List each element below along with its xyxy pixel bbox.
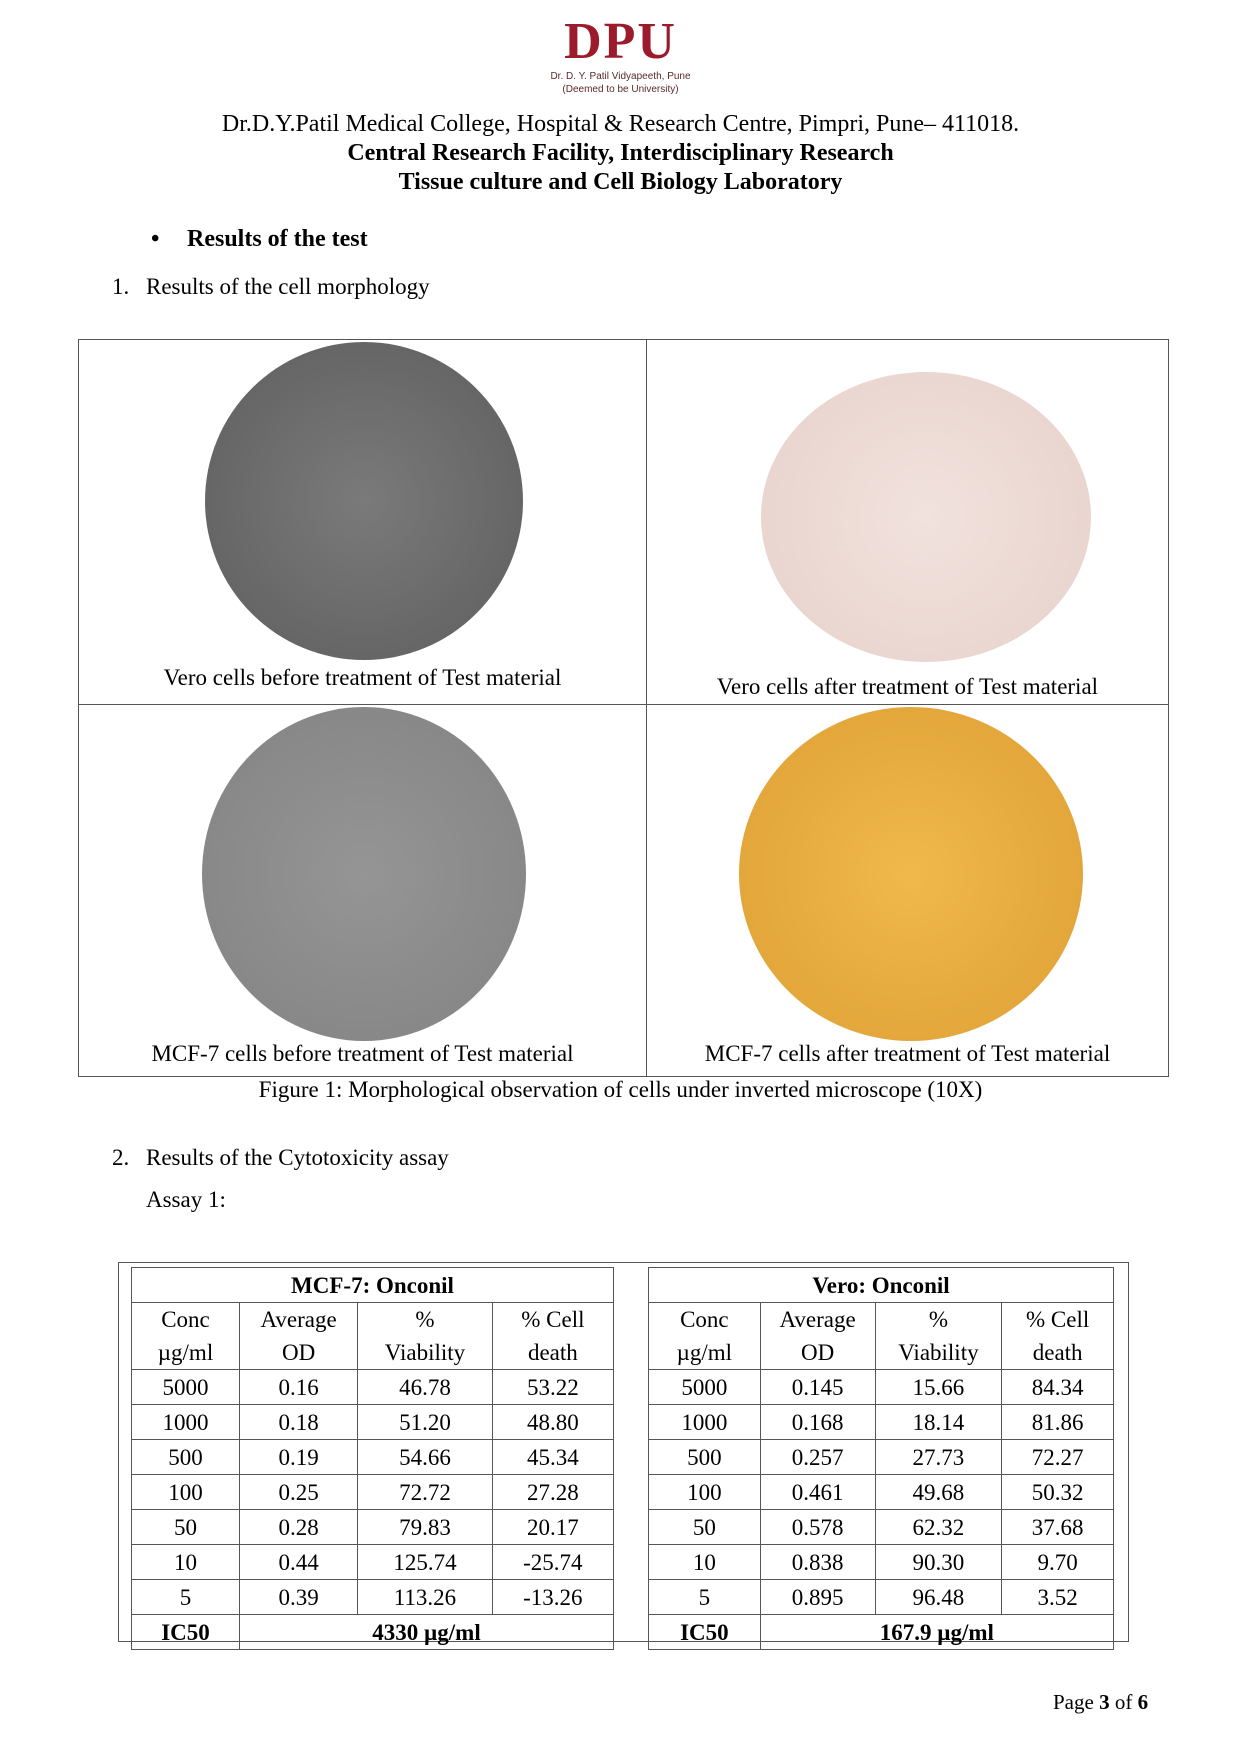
- section-title: Results of the Cytotoxicity assay: [146, 1145, 449, 1170]
- bullet-icon: •: [151, 226, 160, 252]
- vero-results-table: [648, 1267, 1114, 1650]
- table-cell: 27.28: [492, 1475, 613, 1510]
- table-title: MCF-7: Onconil: [132, 1268, 614, 1303]
- table-cell: 5: [649, 1580, 761, 1615]
- table-cell: 9.70: [1002, 1545, 1114, 1580]
- ic50-row: [649, 1615, 1114, 1650]
- table-cell: 5000: [132, 1370, 240, 1405]
- table-cell: 54.66: [358, 1440, 493, 1475]
- section-morphology-heading: [112, 274, 430, 300]
- section-title: Results of the cell morphology: [146, 274, 430, 299]
- mcf7-results-table: [131, 1267, 614, 1650]
- figure-cell-vero-before: [79, 340, 647, 705]
- column-header: Average OD: [760, 1303, 875, 1370]
- table-cell: 0.28: [240, 1510, 358, 1545]
- table-cell: 20.17: [492, 1510, 613, 1545]
- table-cell: 96.48: [875, 1580, 1002, 1615]
- table-cell: 5000: [649, 1370, 761, 1405]
- table-cell: 0.145: [760, 1370, 875, 1405]
- table-cell: 0.168: [760, 1405, 875, 1440]
- table-cell: 0.18: [240, 1405, 358, 1440]
- table-cell: 49.68: [875, 1475, 1002, 1510]
- table-cell: 50: [132, 1510, 240, 1545]
- table-row: [649, 1440, 1114, 1475]
- ic50-value: 4330 µg/ml: [240, 1615, 614, 1650]
- table-cell: 5: [132, 1580, 240, 1615]
- ic50-label: IC50: [649, 1615, 761, 1650]
- table-row: [649, 1580, 1114, 1615]
- table-cell: 50.32: [1002, 1475, 1114, 1510]
- table-cell: 0.39: [240, 1580, 358, 1615]
- table-row: [649, 1545, 1114, 1580]
- page-number: Page 3 of 6: [1053, 1690, 1149, 1714]
- section-number: 2.: [112, 1145, 130, 1170]
- table-cell: 45.34: [492, 1440, 613, 1475]
- table-row: [649, 1405, 1114, 1440]
- table-cell: 0.461: [760, 1475, 875, 1510]
- ic50-row: [132, 1615, 614, 1650]
- table-cell: 18.14: [875, 1405, 1002, 1440]
- column-header: % Viability: [875, 1303, 1002, 1370]
- table-cell: 62.32: [875, 1510, 1002, 1545]
- table-cell: 0.895: [760, 1580, 875, 1615]
- table-row: [132, 1370, 614, 1405]
- ic50-label: IC50: [132, 1615, 240, 1650]
- table-row: [649, 1370, 1114, 1405]
- table-cell: 500: [132, 1440, 240, 1475]
- table-cell: 90.30: [875, 1545, 1002, 1580]
- table-cell: 0.44: [240, 1545, 358, 1580]
- table-cell: 37.68: [1002, 1510, 1114, 1545]
- table-cell: 0.25: [240, 1475, 358, 1510]
- table-row: [132, 1510, 614, 1545]
- table-title: Vero: Onconil: [649, 1268, 1114, 1303]
- figure-caption: Figure 1: Morphological observation of cells under inverted microscope (10X): [258, 1077, 983, 1102]
- table-cell: 0.838: [760, 1545, 875, 1580]
- column-header: Conc µg/ml: [132, 1303, 240, 1370]
- table-cell: 10: [649, 1545, 761, 1580]
- table-cell: 84.34: [1002, 1370, 1114, 1405]
- cytotoxicity-results: [118, 1262, 1129, 1645]
- table-cell: 3.52: [1002, 1580, 1114, 1615]
- figure-cell-vero-after: [647, 340, 1169, 705]
- table-header-row: [649, 1303, 1114, 1370]
- table-cell: 113.26: [358, 1580, 493, 1615]
- logo-mark: DPU: [564, 13, 677, 70]
- table-cell: 1000: [649, 1405, 761, 1440]
- table-cell: 46.78: [358, 1370, 493, 1405]
- results-heading-text: Results of the test: [187, 226, 368, 252]
- results-heading: [151, 226, 368, 253]
- mcf7-before-micrograph: [202, 707, 526, 1041]
- figure-caption-cell: Vero cells before treatment of Test material: [163, 665, 562, 690]
- mcf7-after-micrograph: [739, 707, 1083, 1041]
- table-row: [649, 1475, 1114, 1510]
- figure-caption-cell: MCF-7 cells before treatment of Test material: [151, 1041, 574, 1066]
- table-cell: -25.74: [492, 1545, 613, 1580]
- ic50-value: 167.9 µg/ml: [760, 1615, 1113, 1650]
- laboratory-line: Tissue culture and Cell Biology Laboratory: [398, 169, 843, 195]
- morphology-figure-table: [78, 339, 1169, 1077]
- table-cell: 100: [649, 1475, 761, 1510]
- figure-caption-cell: Vero cells after treatment of Test material: [716, 674, 1099, 699]
- table-row: [132, 1405, 614, 1440]
- column-header: Average OD: [240, 1303, 358, 1370]
- university-logo: [0, 14, 1241, 96]
- vero-before-micrograph: [205, 342, 523, 660]
- logo-subtitle-2: (Deemed to be University): [562, 84, 679, 95]
- figure-cell-mcf7-before: [79, 705, 647, 1077]
- figure-caption-cell: MCF-7 cells after treatment of Test material: [704, 1041, 1111, 1066]
- table-cell: -13.26: [492, 1580, 613, 1615]
- table-cell: 79.83: [358, 1510, 493, 1545]
- table-row: [132, 1580, 614, 1615]
- vero-after-micrograph: [761, 372, 1091, 662]
- facility-line: Central Research Facility, Interdisciplinary Research: [347, 140, 894, 166]
- table-row: [132, 1545, 614, 1580]
- assay-label: Assay 1:: [146, 1187, 226, 1212]
- column-header: % Cell death: [1002, 1303, 1114, 1370]
- table-row: [649, 1510, 1114, 1545]
- table-cell: 51.20: [358, 1405, 493, 1440]
- table-cell: 81.86: [1002, 1405, 1114, 1440]
- table-cell: 0.19: [240, 1440, 358, 1475]
- table-cell: 53.22: [492, 1370, 613, 1405]
- table-cell: 50: [649, 1510, 761, 1545]
- table-cell: 0.16: [240, 1370, 358, 1405]
- table-cell: 100: [132, 1475, 240, 1510]
- table-cell: 15.66: [875, 1370, 1002, 1405]
- table-cell: 0.257: [760, 1440, 875, 1475]
- column-header: % Viability: [358, 1303, 493, 1370]
- table-cell: 1000: [132, 1405, 240, 1440]
- table-cell: 500: [649, 1440, 761, 1475]
- table-row: [132, 1440, 614, 1475]
- table-header-row: [132, 1303, 614, 1370]
- section-number: 1.: [112, 274, 130, 299]
- section-cytotoxicity-heading: [112, 1145, 449, 1171]
- column-header: Conc µg/ml: [649, 1303, 761, 1370]
- table-row: [132, 1475, 614, 1510]
- table-cell: 72.72: [358, 1475, 493, 1510]
- figure-cell-mcf7-after: [647, 705, 1169, 1077]
- table-cell: 72.27: [1002, 1440, 1114, 1475]
- column-header: % Cell death: [492, 1303, 613, 1370]
- table-cell: 10: [132, 1545, 240, 1580]
- logo-subtitle: Dr. D. Y. Patil Vidyapeeth, Pune: [550, 71, 691, 82]
- table-cell: 48.80: [492, 1405, 613, 1440]
- table-cell: 27.73: [875, 1440, 1002, 1475]
- institution-line: Dr.D.Y.Patil Medical College, Hospital & Research Centre, Pimpri, Pune– 411018.: [221, 111, 1020, 137]
- table-cell: 0.578: [760, 1510, 875, 1545]
- table-cell: 125.74: [358, 1545, 493, 1580]
